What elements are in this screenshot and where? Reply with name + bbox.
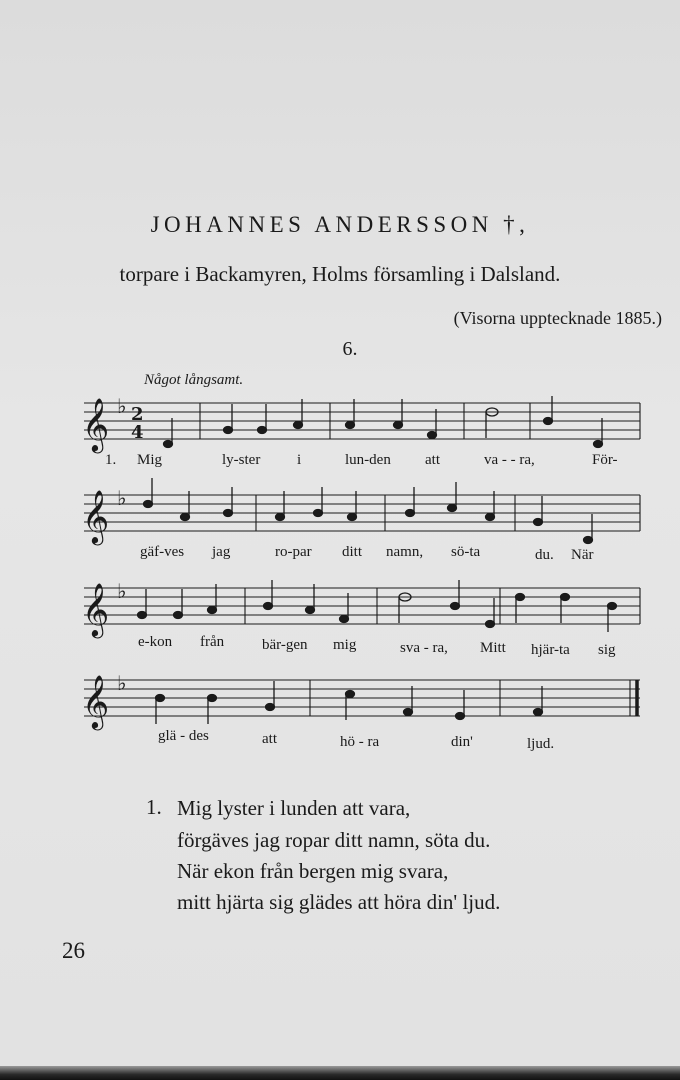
lyric-syllable: sö-ta bbox=[451, 544, 481, 560]
flat-icon: ♭ bbox=[117, 486, 127, 510]
lyric-syllable: namn, bbox=[386, 544, 424, 560]
treble-clef-icon: 𝄞 bbox=[82, 674, 110, 728]
author-heading: JOHANNES ANDERSSON †, bbox=[150, 212, 530, 237]
page-number: 26 bbox=[62, 938, 85, 963]
verse-line: När ekon från bergen mig svara, bbox=[177, 859, 449, 883]
flat-icon: ♭ bbox=[117, 579, 127, 603]
lyric-syllable: att bbox=[262, 731, 277, 747]
lyric-syllable: från bbox=[200, 634, 225, 650]
staff-system-1 bbox=[84, 403, 640, 439]
flat-icon: ♭ bbox=[117, 671, 127, 695]
verse-line: förgäves jag ropar ditt namn, söta du. bbox=[177, 828, 491, 852]
flat-icon: ♭ bbox=[117, 394, 127, 418]
verse-line: Mig lyster i lunden att vara, bbox=[177, 796, 411, 820]
lyric-syllable: hö - ra bbox=[340, 734, 380, 750]
lyric-syllable: du. bbox=[535, 547, 554, 563]
verse-line: mitt hjärta sig glädes att höra din' ljud. bbox=[177, 890, 501, 914]
lyric-syllable: i bbox=[297, 452, 302, 468]
treble-clef-icon: 𝄞 bbox=[82, 582, 110, 636]
time-signature-bottom: 4 bbox=[131, 422, 144, 443]
lyric-syllable: ly-ster bbox=[222, 452, 261, 468]
treble-clef-icon: 𝄞 bbox=[82, 489, 110, 543]
lyric-syllable: att bbox=[425, 452, 440, 468]
lyric-syllable: gäf-ves bbox=[140, 544, 185, 560]
lyric-syllable: ljud. bbox=[527, 736, 555, 752]
lyric-syllable: va - - ra, bbox=[484, 452, 535, 468]
lyric-syllable: sig bbox=[598, 642, 616, 658]
song-number: 6. bbox=[342, 338, 358, 360]
lyric-syllable: e-kon bbox=[138, 634, 173, 650]
lyric-syllable: hjär-ta bbox=[531, 642, 570, 658]
staff-system-2 bbox=[84, 495, 640, 531]
staff-system-3 bbox=[84, 588, 640, 624]
verse-number: 1. bbox=[146, 795, 162, 819]
recording-note: (Visorna upptecknade 1885.) bbox=[453, 308, 662, 328]
page-bottom-edge bbox=[0, 1066, 680, 1080]
lyric-syllable: lun-den bbox=[345, 452, 391, 468]
treble-clef-icon: 𝄞 bbox=[82, 397, 110, 451]
time-signature-top: 2 bbox=[131, 404, 144, 425]
lyric-syllable: bär-gen bbox=[262, 637, 308, 653]
tempo-marking: Något långsamt. bbox=[144, 372, 244, 388]
lyric-syllable: För- bbox=[592, 452, 618, 468]
lyric-syllable: Mig bbox=[137, 452, 163, 468]
lyric-syllable: Mitt bbox=[480, 640, 506, 656]
staff-system-4 bbox=[84, 680, 640, 716]
author-subtitle: torpare i Backamyren, Holms församling i Dalsland. bbox=[119, 262, 561, 286]
lyric-syllable: ro-par bbox=[275, 544, 312, 560]
lyric-syllable: När bbox=[571, 547, 594, 563]
lyric-syllable: sva - ra, bbox=[400, 640, 448, 656]
lyric-syllable: glä - des bbox=[158, 728, 209, 744]
lyric-syllable: jag bbox=[212, 544, 231, 560]
lyric-syllable: ditt bbox=[342, 544, 363, 560]
lyric-syllable: 1. bbox=[105, 452, 117, 468]
lyric-syllable: mig bbox=[333, 637, 357, 653]
lyric-syllable: din' bbox=[451, 734, 473, 750]
